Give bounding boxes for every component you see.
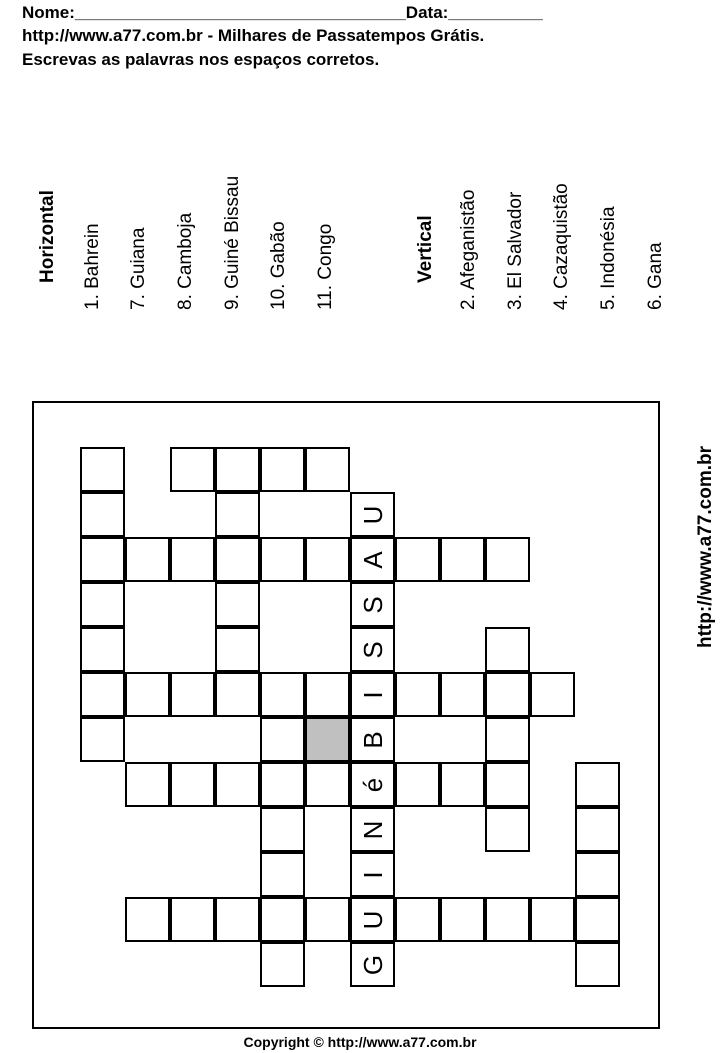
grid-cell[interactable] (485, 627, 530, 672)
side-url: http://www.a77.com.br (695, 446, 716, 648)
clue-vertical: 2. Afeganistão (458, 189, 479, 310)
cell-letter: é (357, 777, 388, 792)
grid-cell[interactable] (575, 807, 620, 852)
site-line: http://www.a77.com.br - Milhares de Passatempos Grátis. (22, 26, 485, 45)
grid-cell[interactable] (530, 897, 575, 942)
grid-cell[interactable] (80, 492, 125, 537)
grid-cell[interactable] (215, 582, 260, 627)
grid-cell[interactable] (305, 672, 350, 717)
grid-cell[interactable] (260, 447, 305, 492)
clue-vertical: 5. Indonésia (598, 206, 619, 310)
grid-cell[interactable] (485, 672, 530, 717)
grid-cell[interactable] (80, 447, 125, 492)
grid-cell[interactable] (530, 672, 575, 717)
grid-cell[interactable] (215, 447, 260, 492)
grid-cell[interactable] (260, 537, 305, 582)
grid-cell[interactable] (350, 582, 395, 627)
grid-cell[interactable] (305, 762, 350, 807)
grid-cell[interactable] (305, 717, 350, 762)
grid-cell[interactable] (575, 897, 620, 942)
grid-cell[interactable] (485, 537, 530, 582)
grid-cell[interactable] (485, 807, 530, 852)
grid-cell[interactable] (440, 897, 485, 942)
grid-cell[interactable] (170, 447, 215, 492)
grid-cell[interactable] (350, 672, 395, 717)
grid-cell[interactable] (305, 897, 350, 942)
grid-cell[interactable] (170, 672, 215, 717)
cell-letter: N (357, 820, 388, 839)
grid-cell[interactable] (350, 942, 395, 987)
grid-cell[interactable] (350, 852, 395, 897)
clue-horizontal: 8. Camboja (175, 212, 196, 310)
copyright: Copyright © http://www.a77.com.br (243, 1034, 477, 1050)
grid-cell[interactable] (260, 897, 305, 942)
name-date-line: Nome:___________________________________Data:__________ (22, 3, 543, 22)
grid-cell[interactable] (395, 672, 440, 717)
grid-cell[interactable] (170, 537, 215, 582)
cell-letter: B (357, 730, 388, 749)
grid-cell[interactable] (260, 942, 305, 987)
cell-letter: U (357, 505, 388, 524)
grid-cell[interactable] (215, 762, 260, 807)
cell-letter: I (357, 870, 388, 879)
grid-cell[interactable] (575, 852, 620, 897)
grid-cell[interactable] (260, 807, 305, 852)
grid-cell[interactable] (125, 762, 170, 807)
grid-cell[interactable] (395, 537, 440, 582)
grid-cell[interactable] (80, 717, 125, 762)
grid-cell[interactable] (575, 762, 620, 807)
grid-cell[interactable] (350, 537, 395, 582)
grid-cell[interactable] (215, 627, 260, 672)
grid-cell[interactable] (440, 762, 485, 807)
grid-cell[interactable] (485, 717, 530, 762)
grid-cell[interactable] (305, 447, 350, 492)
grid-cell[interactable] (215, 672, 260, 717)
clue-horizontal: 7. Guiana (128, 227, 149, 310)
grid-cell[interactable] (80, 672, 125, 717)
grid-cell[interactable] (350, 492, 395, 537)
horizontal-title: Horizontal (37, 190, 58, 283)
grid-cell[interactable] (80, 627, 125, 672)
grid-cell[interactable] (170, 897, 215, 942)
grid-cell[interactable] (215, 492, 260, 537)
instruction-line: Escrevas as palavras nos espaços corretos. (22, 50, 380, 69)
grid-cell[interactable] (485, 762, 530, 807)
cell-letter: I (357, 690, 388, 699)
clue-vertical: 3. El Salvador (505, 191, 526, 310)
cell-letter: G (357, 954, 388, 975)
grid-cell[interactable] (350, 762, 395, 807)
grid-cell[interactable] (80, 582, 125, 627)
crossword-board (32, 401, 660, 1029)
clue-vertical: 4. Cazaquistão (551, 183, 572, 310)
grid-cell[interactable] (440, 537, 485, 582)
grid-cell[interactable] (125, 672, 170, 717)
grid-cell[interactable] (350, 717, 395, 762)
grid-cell[interactable] (350, 897, 395, 942)
grid-cell[interactable] (215, 537, 260, 582)
grid-cell[interactable] (395, 897, 440, 942)
grid-cell[interactable] (125, 537, 170, 582)
grid-cell[interactable] (395, 762, 440, 807)
grid-cell[interactable] (125, 897, 170, 942)
grid-cell[interactable] (215, 897, 260, 942)
grid-cell[interactable] (575, 942, 620, 987)
grid-cell[interactable] (350, 807, 395, 852)
grid-cell[interactable] (260, 852, 305, 897)
clue-horizontal: 9. Guiné Bissau (222, 175, 243, 310)
clue-horizontal: 10. Gabão (268, 221, 289, 310)
grid-cell[interactable] (260, 672, 305, 717)
grid-cell[interactable] (80, 537, 125, 582)
cell-letter: S (357, 640, 388, 659)
grid-cell[interactable] (305, 537, 350, 582)
grid-cell[interactable] (170, 762, 215, 807)
grid-cell[interactable] (260, 762, 305, 807)
vertical-title: Vertical (415, 215, 436, 283)
cell-letter: S (357, 595, 388, 614)
grid-cell[interactable] (485, 897, 530, 942)
clue-horizontal: 11. Congo (315, 223, 336, 310)
cell-letter: U (357, 910, 388, 929)
clue-horizontal: 1. Bahrein (82, 223, 103, 310)
cell-letter: A (357, 550, 388, 569)
grid-cell[interactable] (260, 717, 305, 762)
grid-cell[interactable] (350, 627, 395, 672)
grid-cell[interactable] (440, 672, 485, 717)
clue-vertical: 6. Gana (645, 242, 666, 310)
